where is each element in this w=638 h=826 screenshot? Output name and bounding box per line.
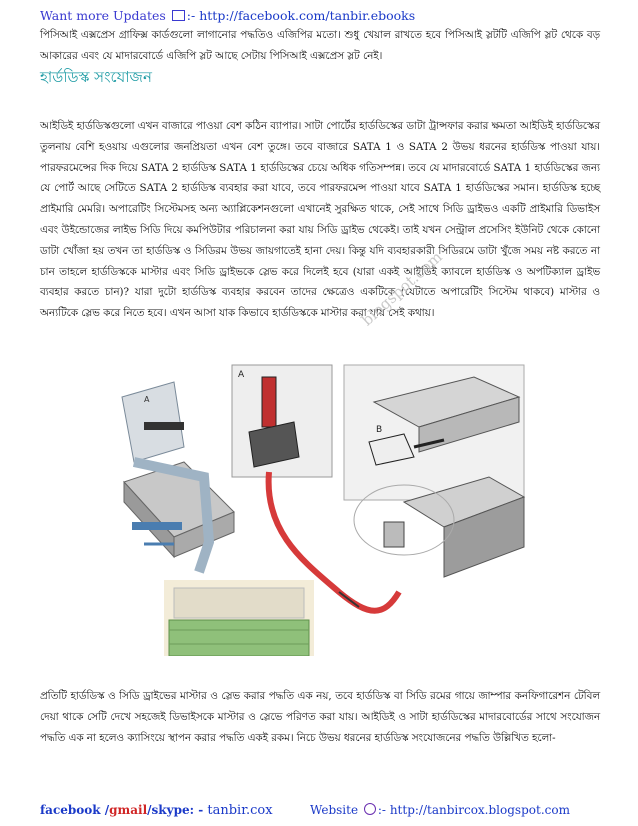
header-prefix: Want more Updates: [40, 8, 166, 23]
footer-website-link[interactable]: http://tanbircox.blogspot.com: [389, 803, 570, 817]
intro-paragraph: পিসিআই এক্সপ্রেস গ্রাফিক্স কার্ডগুলো লাগানোর পদ্ধতিও এজিপির মতো। শুধু খেয়াল রাখতে হবে পিসিআই স্লটটি এজিপি স্লট থেকে বড় আকারের এবং যে মাদারবোর্ডে এজিপি স্লট আছে সেটায় পিসিআই এক্সপ্রেস স্লট নেই।: [40, 29, 600, 62]
footer-skype: skype:: [151, 803, 195, 817]
watermark: blogspot.com: [358, 247, 446, 330]
hard-disk-connection-figure: [114, 362, 528, 656]
footer-slash-2: /: [147, 803, 152, 817]
footer-facebook: facebook: [40, 803, 101, 817]
footer-website-label: Website: [310, 803, 359, 817]
ide-connector-closeup: [164, 580, 314, 656]
facebook-link[interactable]: http://facebook.com/tanbir.ebooks: [199, 8, 416, 23]
section-heading: হার্ডডিস্ক সংযোজন: [40, 68, 152, 86]
drive-enclosure-illustration: [344, 365, 524, 577]
label-a-left: A: [144, 395, 150, 404]
globe-icon: [364, 803, 376, 815]
label-b: B: [376, 425, 383, 435]
footer-website: [310, 803, 570, 817]
book-icon: [172, 10, 185, 21]
label-a-right: A: [238, 370, 245, 380]
ide-harddisk-illustration: [122, 382, 234, 572]
body-paragraph: আইডিই হার্ডডিস্কগুলো এখন বাজারে পাওয়া বেশ কঠিন ব্যাপার। সাটা পোর্টের হার্ডডিস্কের ডাটা ট্রান্সফার করার ক্ষমতা আইডিই হার্ডডিস্কের তুলনায় বেশি হওয়ায় এগুলোর জনপ্রিয়তা এখন বেশ তুঙ্গে। তবে বাজারে SATA 1 ও SATA 2 উভয় ধরনের হার্ডডিস্ক পাওয়া যায়। পারফরমেন্সের দিক দিয়ে SATA 2 হার্ডডিস্ক SATA 1 হার্ডডিস্কের চেয়ে অধিক গতিসম্পন্ন। তবে যে মাদারবোর্ডে SATA 1 হার্ডডিস্কের জন্য যে পোর্ট আছে সেটিতে SATA 2 হার্ডডিস্ক ব্যবহার করা যাবে, তবে পারফরমেন্স পাওয়া যাবে SATA 1 হার্ডডিস্কের সমান। হার্ডডিস্ক হচ্ছে প্রাইমারি মেমরি। অপারেটিং সিস্টেমসহ অন্য অ্যাপ্লিকেশনগুলো এখানেই সুরক্ষিত থাকে, সেই সাথে সিডি ড্রাইভও একটি প্রাইমারি ডিভাইস এবং উইন্ডোজের লাইভ সিডি দিয়ে কমপিউটার পরিচালনা করা যায় সিডি ড্রাইভ থেকেই। তাই যখন সেন্ট্রাল প্রসেসিং ইউনিট থেকে কোনো ডাটা খোঁজা হয় তখন তা হার্ডডিস্ক ও সিডিরম উভয় জায়গাতেই হানা দেয়। কিন্তু যদি ব্যবহারকারী সিডিরমে ডাটা খুঁজে সময় নষ্ট করতে না চান তাহলে হার্ডডিস্ককে মাস্টার এবং সিডি ড্রাইভকে স্লেভ করে দিলেই হবে (যারা একই আইডিই ক্যাবলে হার্ডডিস্ক ও অপটিক্যাল ড্রাইভ ব্যবহার করতে চান)? যারা দুটো হার্ডডিস্ক ব্যবহার করবেন তাদের ক্ষেত্রেও একটিকে (যেটাতে অপারেটিং সিস্টেম থাকবে) মাস্টার ও অন্যটিকে স্লেভ করে নিতে হবে। এখন আসা যাক কিভাবে হার্ডডিস্ককে মাস্টার করা যায় সেই কথায়।: [40, 120, 600, 320]
footer-gmail: gmail: [109, 803, 148, 817]
footer-dash: -: [194, 803, 208, 817]
closing-paragraph: প্রতিটি হার্ডডিস্ক ও সিডি ড্রাইভের মাস্টার ও স্লেভ করার পদ্ধতি এক নয়, তবে হার্ডডিস্ক বা সিডি রমের গায়ে জাম্পার কনফিগারেশন টেবিল দেয়া থাকে সেটি দেখে সহজেই ডিভাইসকে মাস্টার ও স্লেভে পরিণত করা যায়। আইডিই ও সাটা হার্ডডিস্কের মাদারবোর্ডের সাথে সংযোজন পদ্ধতি এক না হলেও ক্যাসিংয়ে স্থাপন করার পদ্ধতি একই রকম। নিচে উভয় ধরনের হার্ডডিস্ক সংযোজনের পদ্ধতি উল্লিখিত হলো-: [40, 690, 600, 744]
footer-handle: tanbir.cox: [207, 803, 273, 818]
footer-slash-1: /: [100, 803, 110, 817]
footer-contact: [40, 803, 273, 818]
header-separator: :-: [186, 8, 196, 23]
header-updates: [40, 8, 415, 23]
footer-website-sep: :-: [377, 803, 386, 817]
